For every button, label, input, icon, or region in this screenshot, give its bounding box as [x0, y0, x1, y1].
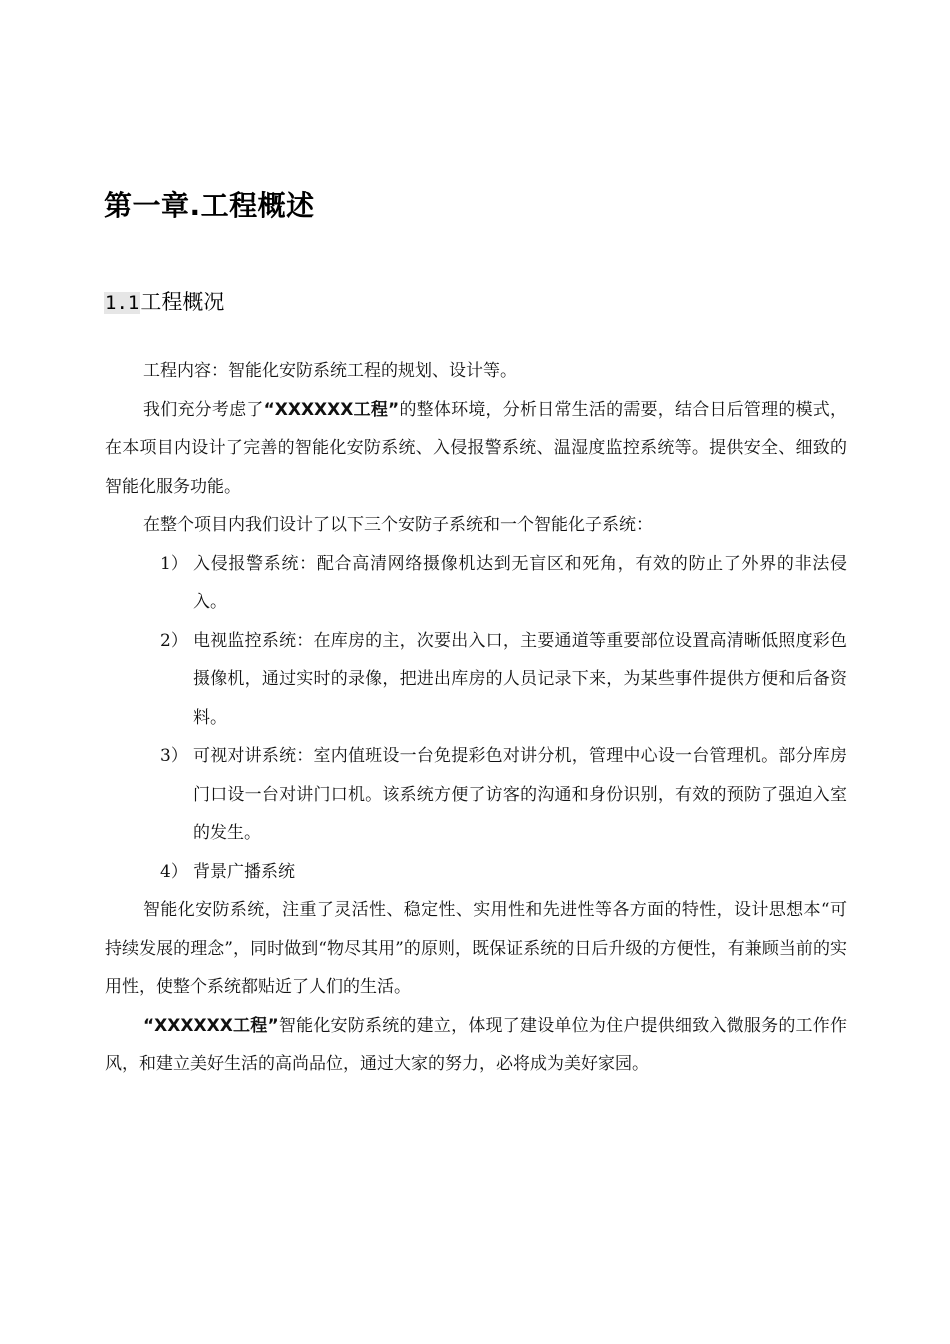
list-marker: 2） — [160, 630, 188, 651]
paragraph-design-philosophy: 智能化安防系统，注重了灵活性、稳定性、实用性和先进性等各方面的特性，设计思想本“可持续发展的理念”，同时做到“物尽其用”的原则，既保证系统的日后升级的方便性，有兼顾当前的实用性，使整个系统都贴近了人们的生活。 — [105, 900, 847, 997]
paragraph-subsystems-intro: 在整个项目内我们设计了以下三个安防子系统和一个智能化子系统： — [143, 515, 653, 535]
section-number: 1.1 — [105, 292, 140, 314]
paragraph-project-content: 工程内容：智能化安防系统工程的规划、设计等。 — [143, 361, 517, 381]
list-item — [105, 622, 847, 738]
subsystem-list — [105, 545, 847, 892]
paragraph-conclusion — [105, 1007, 847, 1084]
list-marker: 1） — [160, 553, 188, 574]
list-marker: 4） — [160, 861, 188, 882]
list-item — [105, 737, 847, 853]
list-marker: 3） — [160, 746, 188, 766]
list-item — [105, 545, 847, 622]
project-name: “XXXXXX工程” — [263, 399, 400, 420]
document-body — [105, 352, 847, 1084]
section-title: 工程概况 — [140, 290, 225, 314]
chapter-title: 第一章.工程概述 — [104, 189, 315, 222]
paragraph-overview-prefix: 我们充分考虑了 — [143, 399, 264, 420]
list-item — [105, 853, 847, 892]
paragraph-conclusion-text: 智能化安防系统的建立，体现了建设单位为住户提供细致入微服务的工作作风，和建立美好生活的高尚品位，通过大家的努力，必将成为美好家园。 — [105, 1015, 847, 1074]
list-item-text: 背景广播系统 — [193, 861, 295, 882]
list-item-text: 入侵报警系统：配合高清网络摄像机达到无盲区和死角，有效的防止了外界的非法侵入。 — [193, 553, 847, 612]
list-item-text: 可视对讲系统：室内值班设一台免提彩色对讲分机，管理中心设一台管理机。部分库房门口设一台对讲门口机。该系统方便了访客的沟通和身份识别，有效的预防了强迫入室的发生。 — [193, 746, 847, 843]
section-heading — [104, 286, 224, 316]
project-name: “XXXXXX工程” — [143, 1015, 279, 1036]
list-item-text: 电视监控系统：在库房的主，次要出入口，主要通道等重要部位设置高清晰低照度彩色摄像机，通过实时的录像，把进出库房的人员记录下来，为某些事件提供方便和后备资料。 — [193, 630, 847, 728]
paragraph-overview — [105, 391, 847, 507]
paragraph-overview-suffix: 的整体环境，分析日常生活的需要，结合日后管理的模式，在本项目内设计了完善的智能化安防系统、入侵报警系统、温湿度监控系统等。提供安全、细致的智能化服务功能。 — [105, 399, 847, 497]
